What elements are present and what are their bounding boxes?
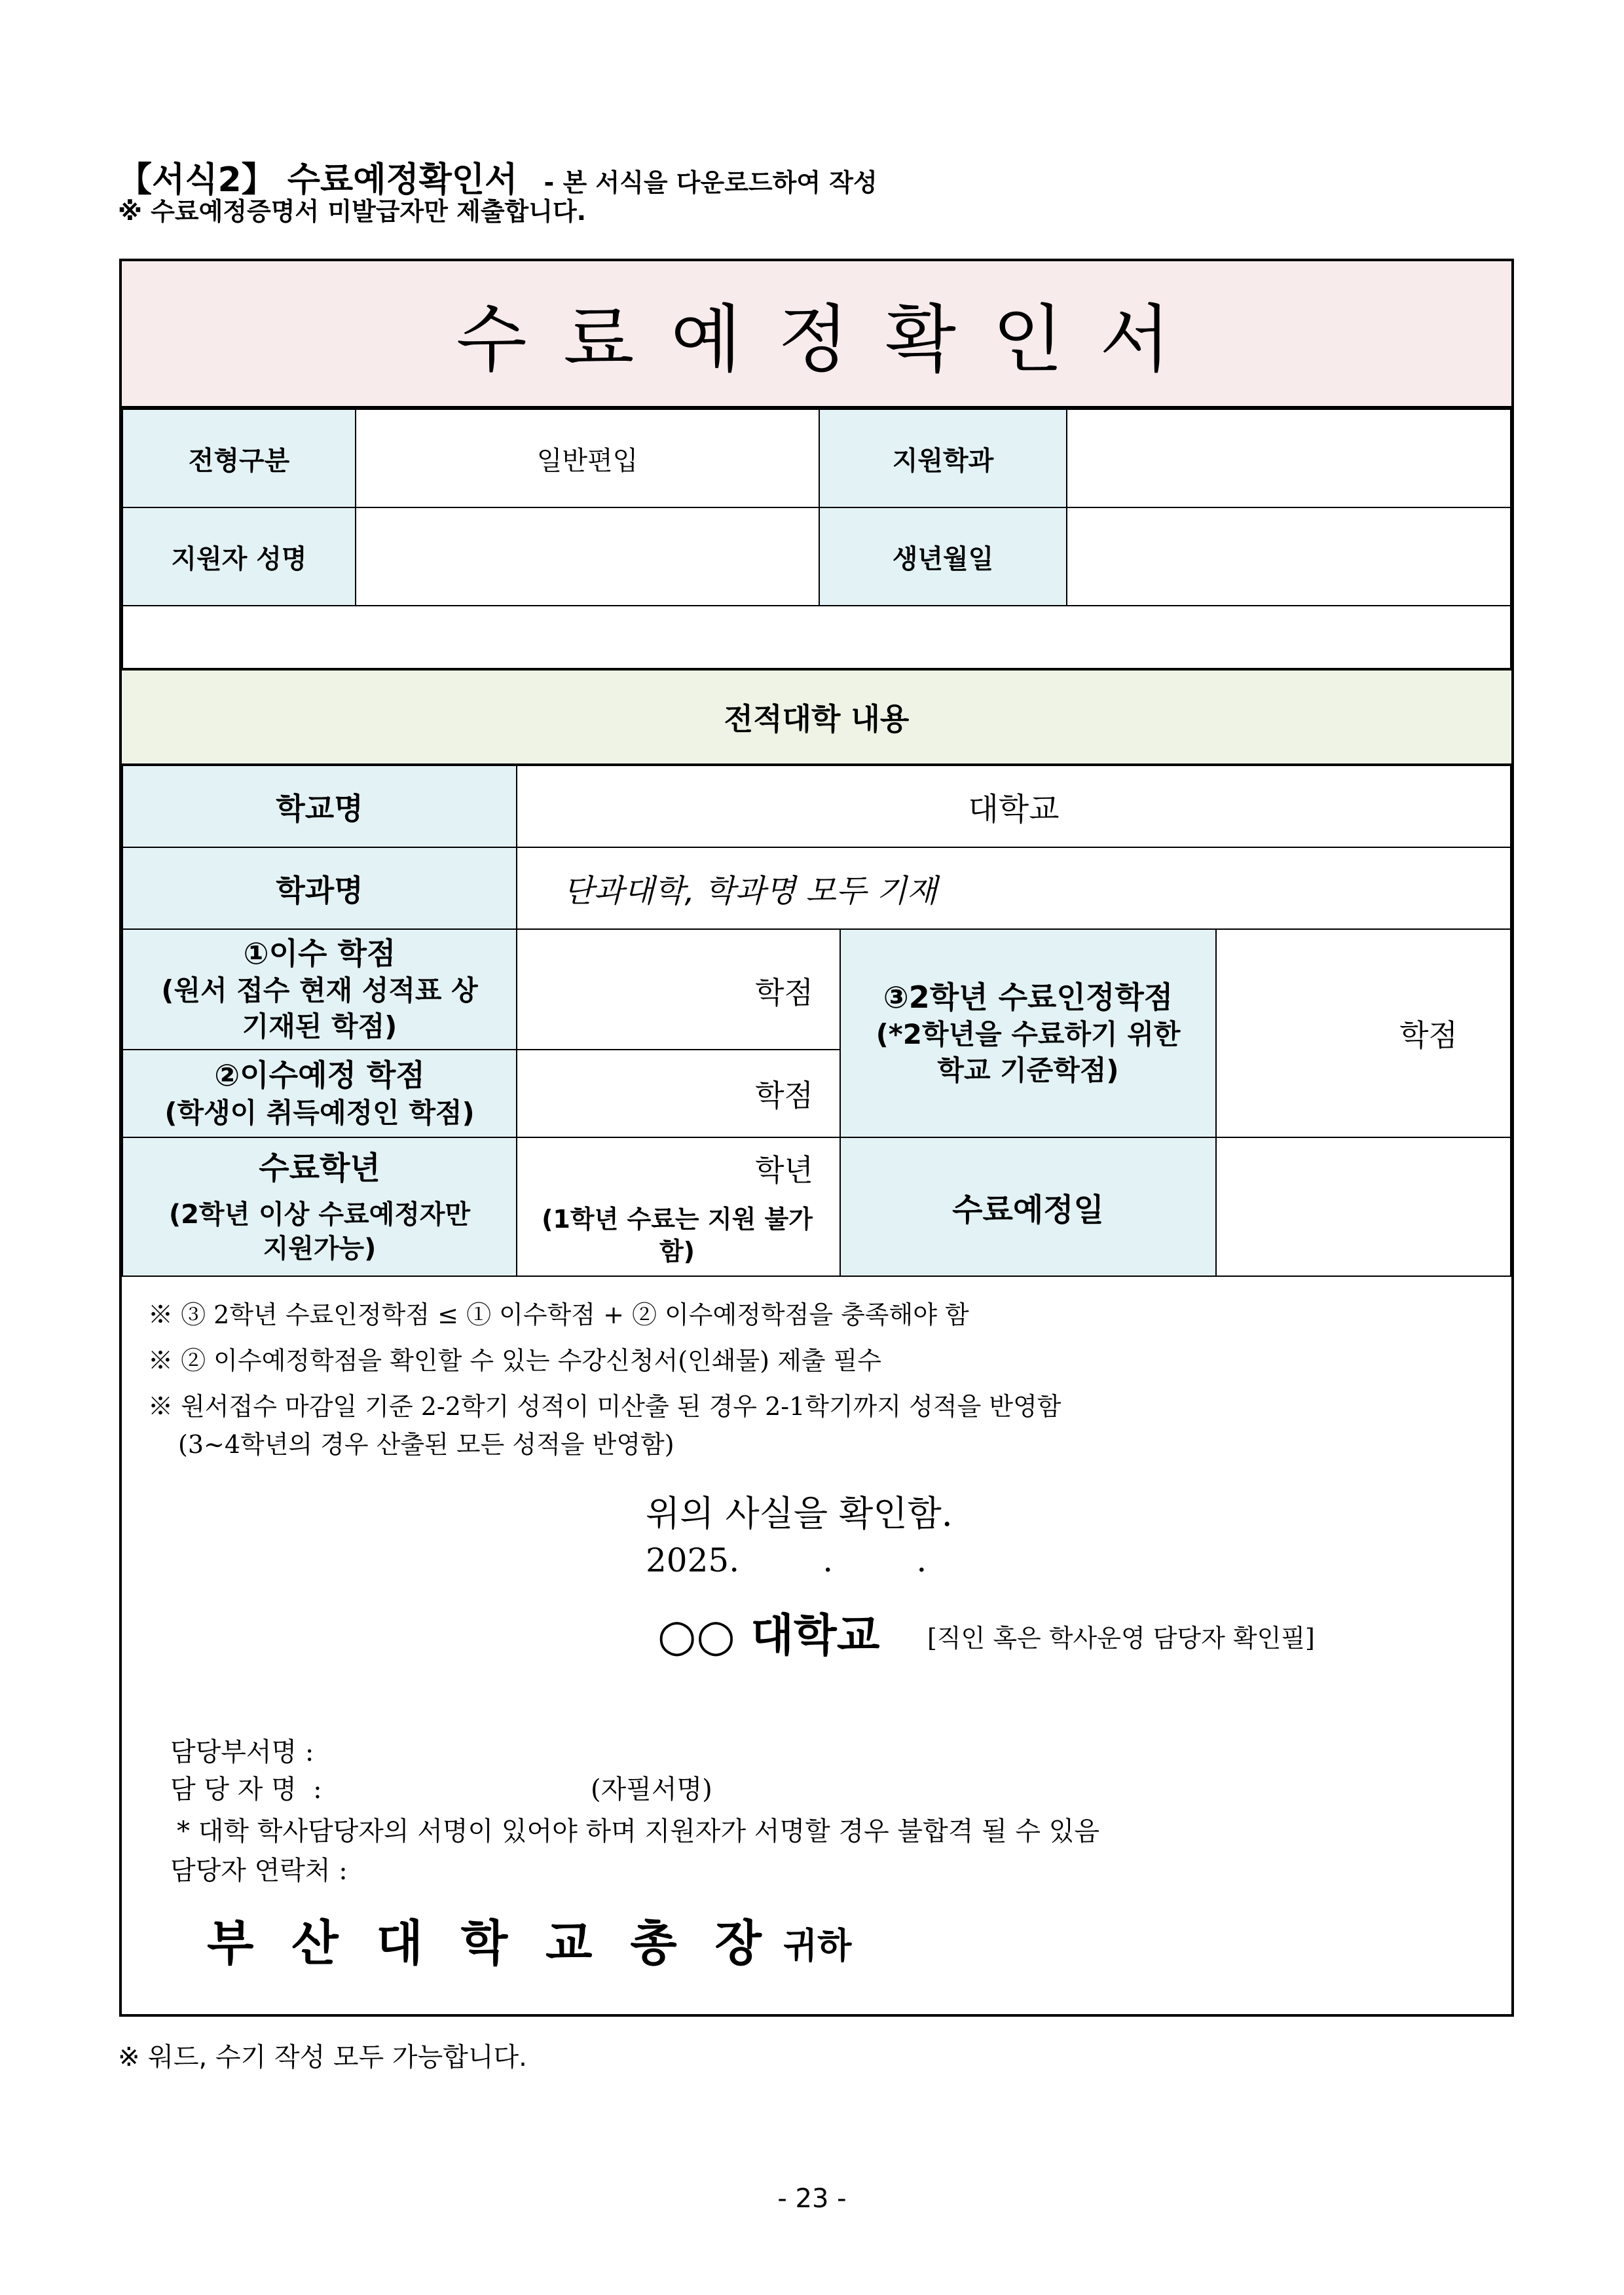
university-name: ○○ 대학교 bbox=[657, 1609, 880, 1662]
expected-credits-unit: 학점 bbox=[755, 1078, 813, 1113]
expected-credits-title: ②이수예정 학점 bbox=[214, 1057, 425, 1093]
applicant-name-field[interactable] bbox=[355, 507, 820, 606]
signature-warning: * 대학 학사담당자의 서명이 있어야 하며 지원자가 서명할 경우 불합격 될 수 있음 bbox=[177, 1816, 1100, 1846]
expected-credits-label bbox=[122, 1049, 517, 1138]
completed-credits-unit: 학점 bbox=[755, 975, 813, 1010]
birth-date-field[interactable] bbox=[1066, 507, 1511, 606]
completion-grade-label bbox=[122, 1137, 517, 1277]
footer-note: ※ 워드, 수기 작성 모두 가능합니다. bbox=[118, 2042, 527, 2072]
completed-credits-title: ①이수 학점 bbox=[243, 935, 396, 971]
admission-type-label: 전형구분 bbox=[122, 409, 356, 508]
completion-grade-title: 수료학년 bbox=[259, 1149, 380, 1186]
completion-grade-field[interactable] bbox=[516, 1137, 841, 1277]
expected-completion-date-field[interactable] bbox=[1215, 1137, 1511, 1277]
completion-grade-unit: 학년 bbox=[755, 1152, 813, 1188]
recognized-credits-unit: 학점 bbox=[1399, 1018, 1458, 1053]
recognized-credits-label bbox=[840, 928, 1217, 1138]
department-name-label: 학과명 bbox=[122, 847, 517, 930]
previous-school-section-title: 전적대학 내용 bbox=[122, 668, 1511, 766]
recognized-credits-field[interactable] bbox=[1215, 928, 1511, 1138]
spacer-row bbox=[122, 605, 1511, 669]
note-enrollment-form: ※ ② 이수예정학점을 확인할 수 있는 수강신청서(인쇄물) 제출 필수 bbox=[148, 1346, 881, 1375]
note-grade-calculation-detail: (3~4학년의 경우 산출된 모든 성적을 반영함) bbox=[178, 1430, 674, 1459]
department-name-field[interactable]: 단과대학, 학과명 모두 기재 bbox=[516, 847, 1511, 930]
completion-grade-note: (1학년 수료는 지원 불가함) bbox=[542, 1204, 813, 1266]
form-heading-subtitle: - 본 서식을 다운로드하여 작성 bbox=[544, 168, 877, 197]
completed-credits-desc-1: (원서 접수 현재 성적표 상 bbox=[161, 974, 478, 1007]
confirmation-statement: 위의 사실을 확인함. bbox=[646, 1493, 953, 1534]
department-signature-label: 담당부서명 : bbox=[170, 1737, 314, 1767]
handwritten-signature-field[interactable]: (자필서명) bbox=[591, 1774, 712, 1805]
staff-name-label: 담 당 자 명 : bbox=[170, 1774, 322, 1805]
completed-credits-field[interactable] bbox=[516, 928, 841, 1050]
expected-completion-date-label: 수료예정일 bbox=[840, 1137, 1217, 1277]
completed-credits-desc-2: 기재된 학점) bbox=[242, 1010, 397, 1042]
expected-credits-desc: (학생이 취득예정인 학점) bbox=[164, 1096, 475, 1129]
school-name-field[interactable]: 대학교 bbox=[516, 765, 1511, 848]
completion-form bbox=[119, 259, 1514, 2017]
applicant-name-label: 지원자 성명 bbox=[122, 507, 356, 606]
page-number: - 23 - bbox=[777, 2184, 847, 2214]
note-credit-requirement: ※ ③ 2학년 수료인정학점 ≤ ① 이수학점 + ② 이수예정학점을 충족해야 함 bbox=[148, 1300, 969, 1329]
staff-contact-label: 담당자 연락처 : bbox=[170, 1856, 348, 1886]
seal-note: [직인 혹은 학사운영 담당자 확인필] bbox=[927, 1624, 1315, 1653]
form-heading-title: 【서식2】 수료예정확인서 bbox=[118, 160, 518, 200]
recognized-credits-title: ③2학년 수료인정학점 bbox=[883, 979, 1173, 1015]
addressee-suffix: 귀하 bbox=[783, 1925, 852, 1966]
completion-grade-desc-2: 지원가능) bbox=[263, 1234, 377, 1264]
school-name-label: 학교명 bbox=[122, 765, 517, 848]
recognized-credits-desc-1: (*2학년을 수료하기 위한 bbox=[876, 1018, 1181, 1051]
birth-date-label: 생년월일 bbox=[819, 507, 1067, 606]
recognized-credits-desc-2: 학교 기준학점) bbox=[937, 1054, 1119, 1086]
applied-department-field[interactable] bbox=[1066, 409, 1511, 508]
completed-credits-label bbox=[122, 928, 517, 1050]
submission-note: ※ 수료예정증명서 미발급자만 제출합니다. bbox=[118, 197, 587, 226]
expected-credits-field[interactable] bbox=[516, 1049, 841, 1138]
admission-type-value[interactable]: 일반편입 bbox=[355, 409, 820, 508]
note-grade-calculation: ※ 원서접수 마감일 기준 2-2학기 성적이 미산출 된 경우 2-1학기까지 성적을 반영함 bbox=[148, 1392, 1061, 1421]
addressee: 부 산 대 학 교 총 장 bbox=[207, 1915, 772, 1972]
applied-department-label: 지원학과 bbox=[819, 409, 1067, 508]
confirmation-date: 2025. . . bbox=[646, 1541, 927, 1579]
form-title: 수 료 예 정 확 인 서 bbox=[122, 261, 1511, 409]
completion-grade-desc-1: (2학년 이상 수료예정자만 bbox=[168, 1200, 471, 1230]
